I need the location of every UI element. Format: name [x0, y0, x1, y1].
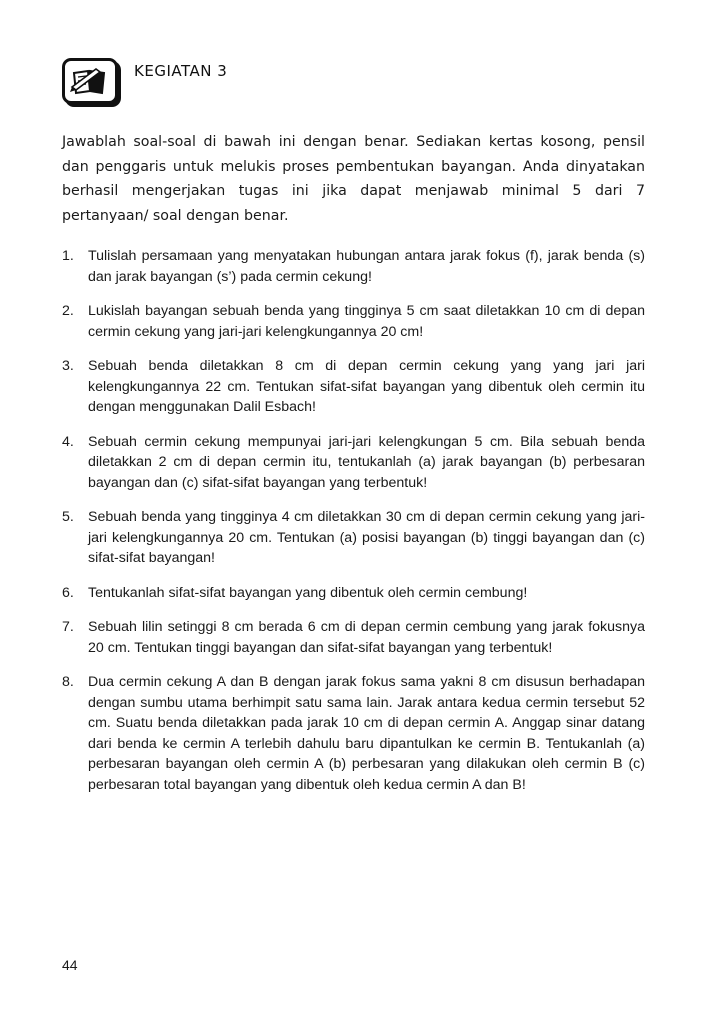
question-text: Sebuah benda yang tingginya 4 cm diletakkan 30 cm di depan cermin cekung yang jari-jari kelengkungannya 20 cm. Tentukan (a) posisi bayangan (b) tinggi bayangan dan (c) sifat-sifat bayangan!	[88, 509, 645, 566]
question-text: Sebuah lilin setinggi 8 cm berada 6 cm di depan cermin cembung yang jarak fokusnya 20 cm. Tentukan tinggi bayangan dan sifat-sifat bayangan yang terbentuk!	[88, 619, 645, 656]
question-text: Sebuah benda diletakkan 8 cm di depan cermin cekung yang yang jari jari kelengkungannya 22 cm. Tentukan sifat-sifat bayangan yang dibentuk oleh cermin itu dengan menggunakan Dalil Esbach!	[88, 358, 645, 415]
question-number: 4.	[62, 433, 74, 450]
list-item	[62, 617, 645, 658]
question-number: 2.	[62, 303, 74, 319]
question-text: Dua cermin cekung A dan B dengan jarak fokus sama yakni 8 cm disusun berhadapan dengan sumbu utama berhimpit satu sama lain. Jarak antara kedua cermin tersebut 52 cm. Suatu benda diletakkan pada jarak 10 cm di depan cermin A. Anggap sinar datang dari benda ke cermin A terlebih dahulu baru dipantulkan ke cermin B. Tentukanlah (a) perbesaran bayangan oleh cermin A (b) perbesaran yang dilakukan oleh cermin B (c) perbesaran total bayangan yang dibentuk oleh kedua cermin A dan B!	[88, 674, 645, 793]
question-number: 6.	[62, 584, 74, 601]
list-item	[62, 432, 645, 494]
list-item	[62, 583, 645, 604]
list-item	[62, 246, 645, 287]
question-list	[62, 246, 645, 795]
question-text: Tentukanlah sifat-sifat bayangan yang dibentuk oleh cermin cembung!	[88, 584, 528, 601]
book-pen-icon	[62, 58, 118, 104]
question-text: Sebuah cermin cekung mempunyai jari-jari kelengkungan 5 cm. Bila sebuah benda diletakkan 2 cm di depan cermin itu, tentukanlah (a) jarak bayangan (b) perbesaran bayangan dan (c) sifat-sifat bayangan yang terbentuk!	[88, 433, 645, 491]
question-number: 5.	[62, 509, 74, 525]
page-number: 44	[62, 957, 78, 973]
activity-header	[62, 54, 662, 110]
list-item	[62, 356, 645, 418]
list-item	[62, 672, 645, 795]
question-number: 8.	[62, 674, 74, 690]
question-number: 1.	[62, 248, 74, 264]
instructions-paragraph: Jawablah soal-soal di bawah ini dengan benar. Sediakan kertas kosong, pensil dan penggaris untuk melukis proses pembentukan bayangan. Anda dinyatakan berhasil mengerjakan tugas ini jika dapat menjawab minimal 5 dari 7 pertanyaan/ soal dengan benar.	[62, 134, 645, 224]
question-text: Tulislah persamaan yang menyatakan hubungan antara jarak fokus (f), jarak benda (s) dan jarak bayangan (s’) pada cermin cekung!	[88, 248, 645, 285]
list-item	[62, 507, 645, 569]
activity-title: KEGIATAN 3	[134, 62, 228, 80]
question-number: 3.	[62, 358, 74, 374]
list-item	[62, 301, 645, 342]
question-number: 7.	[62, 619, 74, 635]
question-text: Lukislah bayangan sebuah benda yang tingginya 5 cm saat diletakkan 10 cm di depan cermin cekung yang jari-jari kelengkungannya 20 cm!	[88, 303, 645, 340]
